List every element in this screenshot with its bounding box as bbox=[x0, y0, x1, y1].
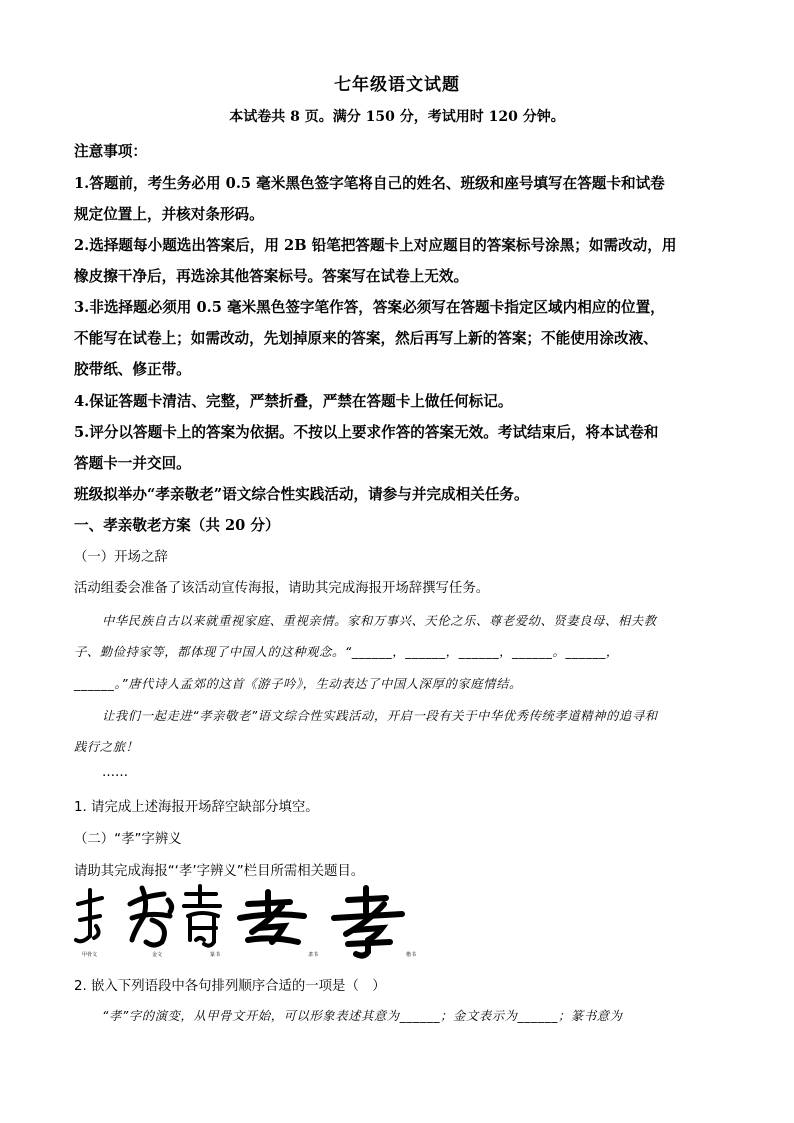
poster-paragraph-line-1: 中华民族自古以来就重视家庭、重视亲情。家和万事兴、天伦之乐、尊老爱幼、贤妻良母、相夫教 bbox=[102, 614, 657, 628]
note-item-5-line-1: 5.评分以答题卡上的答案为依据。不按以上要求作答的答案无效。考试结束后，将本试卷和 bbox=[74, 424, 659, 441]
section-1-heading: 一、孝亲敬老方案（共 20 分） bbox=[74, 517, 280, 534]
question-2-text: “孝”字的演变，从甲骨文开始，可以形象表述其意为______；金文表示为______；篆书意为 bbox=[102, 1009, 623, 1023]
script-label-bronze: 金文 bbox=[152, 952, 163, 958]
seal-glyph bbox=[184, 886, 220, 946]
activity-intro: 班级拟举办“孝亲敬老”语文综合性实践活动，请参与并完成相关任务。 bbox=[74, 486, 529, 503]
note-item-3-line-2: 不能写在试卷上；如需改动，先划掉原来的答案，然后再写上新的答案；不能使用涂改液、 bbox=[74, 330, 658, 347]
poster-ellipsis: …… bbox=[102, 765, 128, 780]
note-item-2-line-2: 橡皮擦干净后，再选涂其他答案标号。答案写在试卷上无效。 bbox=[74, 268, 469, 285]
note-item-1-line-1: 1.答题前，考生务必用 0.5 毫米黑色签字笔将自己的姓名、班级和座号填写在答题卡和试卷 bbox=[74, 175, 665, 192]
script-label-regular: 楷书 bbox=[406, 952, 417, 958]
poster-paragraph-line-5: 践行之旅！ bbox=[74, 740, 139, 754]
part-2-heading: （二）“孝”字辨义 bbox=[74, 832, 182, 847]
note-item-1-line-2: 规定位置上，并核对条形码。 bbox=[74, 206, 264, 223]
note-item-3-line-3: 胶带纸、修正带。 bbox=[74, 361, 191, 378]
xiao-character-evolution-image bbox=[72, 876, 422, 960]
part-1-heading: （一）开场之辞 bbox=[74, 550, 168, 565]
poster-paragraph-line-2: 子、勤俭持家等，都体现了中国人的这种观念。“______，______，______，______。______， bbox=[74, 645, 619, 659]
question-2: 2. 嵌入下列语段中各句排列顺序合适的一项是（ ） bbox=[74, 979, 386, 994]
regular-glyph bbox=[334, 888, 402, 956]
note-item-4: 4.保证答题卡清洁、完整，严禁折叠，严禁在答题卡上做任何标记。 bbox=[74, 393, 513, 410]
oracle-bone-glyph bbox=[76, 890, 102, 941]
script-label-seal: 篆书 bbox=[210, 952, 221, 958]
part-2-description: 请助其完成海报“‘孝’字辨义”栏目所需相关题目。 bbox=[74, 864, 365, 879]
clerical-glyph bbox=[240, 892, 304, 942]
poster-paragraph-line-3: ______。”唐代诗人孟郊的这首《游子吟》，生动表达了中国人深厚的家庭情结。 bbox=[74, 677, 522, 691]
exam-title: 七年级语文试题 bbox=[334, 75, 460, 95]
note-item-5-line-2: 答题卡一并交回。 bbox=[74, 455, 191, 472]
script-label-clerical: 隶书 bbox=[308, 952, 319, 958]
note-item-2-line-1: 2.选择题每小题选出答案后，用 2B 铅笔把答题卡上对应题目的答案标号涂黑；如需改动，用 bbox=[74, 237, 677, 254]
bronze-glyph bbox=[130, 888, 172, 945]
notes-heading: 注意事项： bbox=[74, 143, 147, 160]
poster-paragraph-line-4: 让我们一起走进“孝亲敬老”语文综合性实践活动，开启一段有关于中华优秀传统孝道精神的追寻和 bbox=[102, 709, 658, 723]
script-label-oracle: 甲骨文 bbox=[82, 952, 98, 958]
part-1-description: 活动组委会准备了该活动宣传海报，请助其完成海报开场辞撰写任务。 bbox=[74, 581, 490, 596]
note-item-3-line-1: 3.非选择题必须用 0.5 毫米黑色签字笔作答，答案必须写在答题卡指定区域内相应的位置， bbox=[74, 299, 665, 316]
exam-subtitle: 本试卷共 8 页。满分 150 分，考试用时 120 分钟。 bbox=[229, 109, 565, 125]
question-1: 1. 请完成上述海报开场辞空缺部分填空。 bbox=[74, 800, 319, 815]
